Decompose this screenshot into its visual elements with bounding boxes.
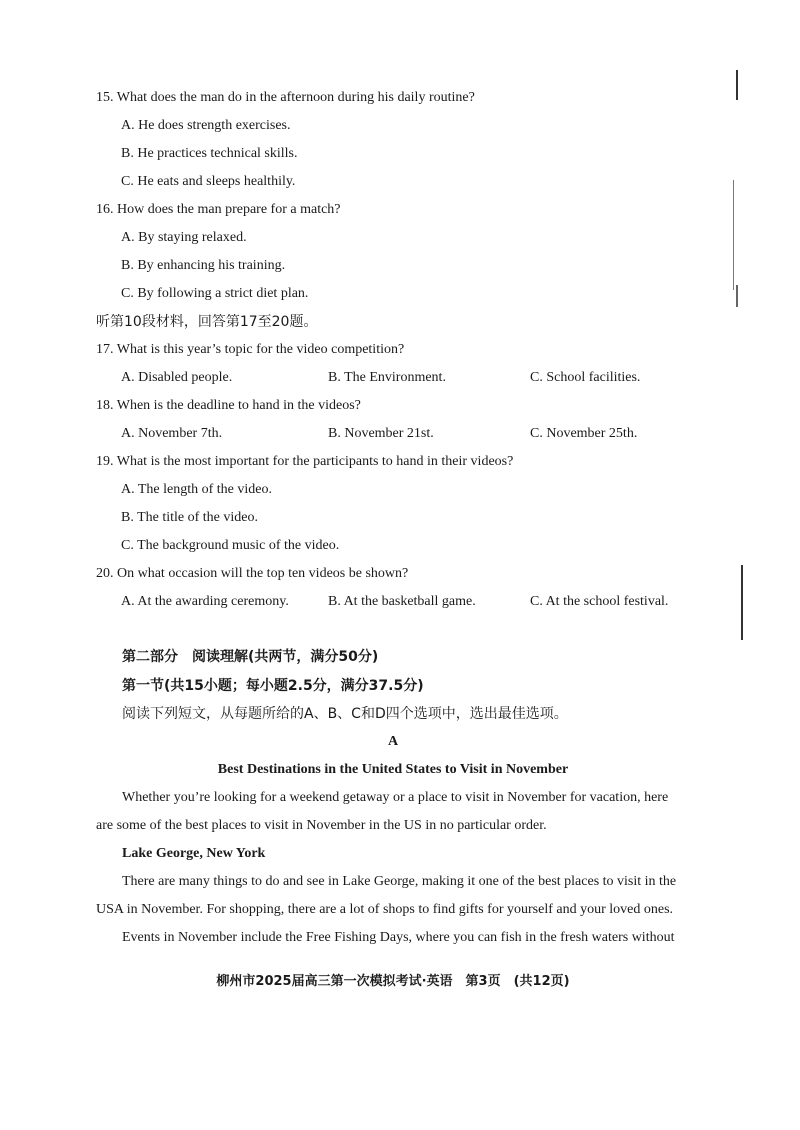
option-16a: A. By staying relaxed. [121,230,247,245]
option-15b: B. He practices technical skills. [121,146,298,161]
option-19c: C. The background music of the video. [121,538,340,553]
passage-title: Best Destinations in the United States to Visit in November [217,762,569,777]
scan-artifact [736,70,738,100]
scan-artifact [741,565,743,640]
option-16b: B. By enhancing his training. [121,258,286,273]
question-20: 20. On what occasion will the top ten videos be shown? [96,566,409,581]
option-19b: B. The title of the video. [121,510,258,525]
option-17b: B. The Environment. [328,370,446,385]
subheading-lake-george: Lake George, New York [122,846,266,861]
option-15a: A. He does strength exercises. [121,118,291,133]
question-19: 19. What is the most important for the participants to hand in their videos? [96,454,514,469]
option-20b: B. At the basketball game. [328,594,476,609]
page-footer: 柳州市2025届高三第一次模拟考试·英语 第3页 (共12页) [216,974,570,989]
option-18b: B. November 21st. [328,426,434,441]
section1-heading: 第一节(共15小题；每小题2.5分，满分37.5分) [122,678,424,694]
option-20a: A. At the awarding ceremony. [121,594,289,609]
option-17c: C. School facilities. [530,370,641,385]
paragraph-1-line-2: are some of the best places to visit in November in the US in no particular order. [96,818,547,833]
scan-artifact [733,180,734,290]
part2-heading: 第二部分 阅读理解(共两节，满分50分) [122,649,379,665]
option-18c: C. November 25th. [530,426,638,441]
question-18: 18. When is the deadline to hand in the videos? [96,398,361,413]
reading-instruction: 阅读下列短文，从每题所给的A、B、C和D四个选项中，选出最佳选项。 [122,706,568,722]
scan-artifact [736,285,738,307]
section-note: 听第10段材料，回答第17至20题。 [96,314,318,330]
passage-letter: A [387,734,399,749]
option-15c: C. He eats and sleeps healthily. [121,174,296,189]
question-17: 17. What is this year’s topic for the video competition? [96,342,405,357]
question-15: 15. What does the man do in the afternoon during his daily routine? [96,90,475,105]
option-18a: A. November 7th. [121,426,223,441]
option-16c: C. By following a strict diet plan. [121,286,309,301]
paragraph-1-line-1: Whether you’re looking for a weekend getaway or a place to visit in November for vacation, here [122,790,669,805]
paragraph-3-line-1: Events in November include the Free Fishing Days, where you can fish in the fresh waters without [122,930,675,945]
question-16: 16. How does the man prepare for a match? [96,202,341,217]
option-19a: A. The length of the video. [121,482,272,497]
option-17a: A. Disabled people. [121,370,233,385]
paragraph-2-line-1: There are many things to do and see in Lake George, making it one of the best places to visit in the [122,874,677,889]
paragraph-2-line-2: USA in November. For shopping, there are a lot of shops to find gifts for yourself and your loved ones. [96,902,674,917]
option-20c: C. At the school festival. [530,594,669,609]
